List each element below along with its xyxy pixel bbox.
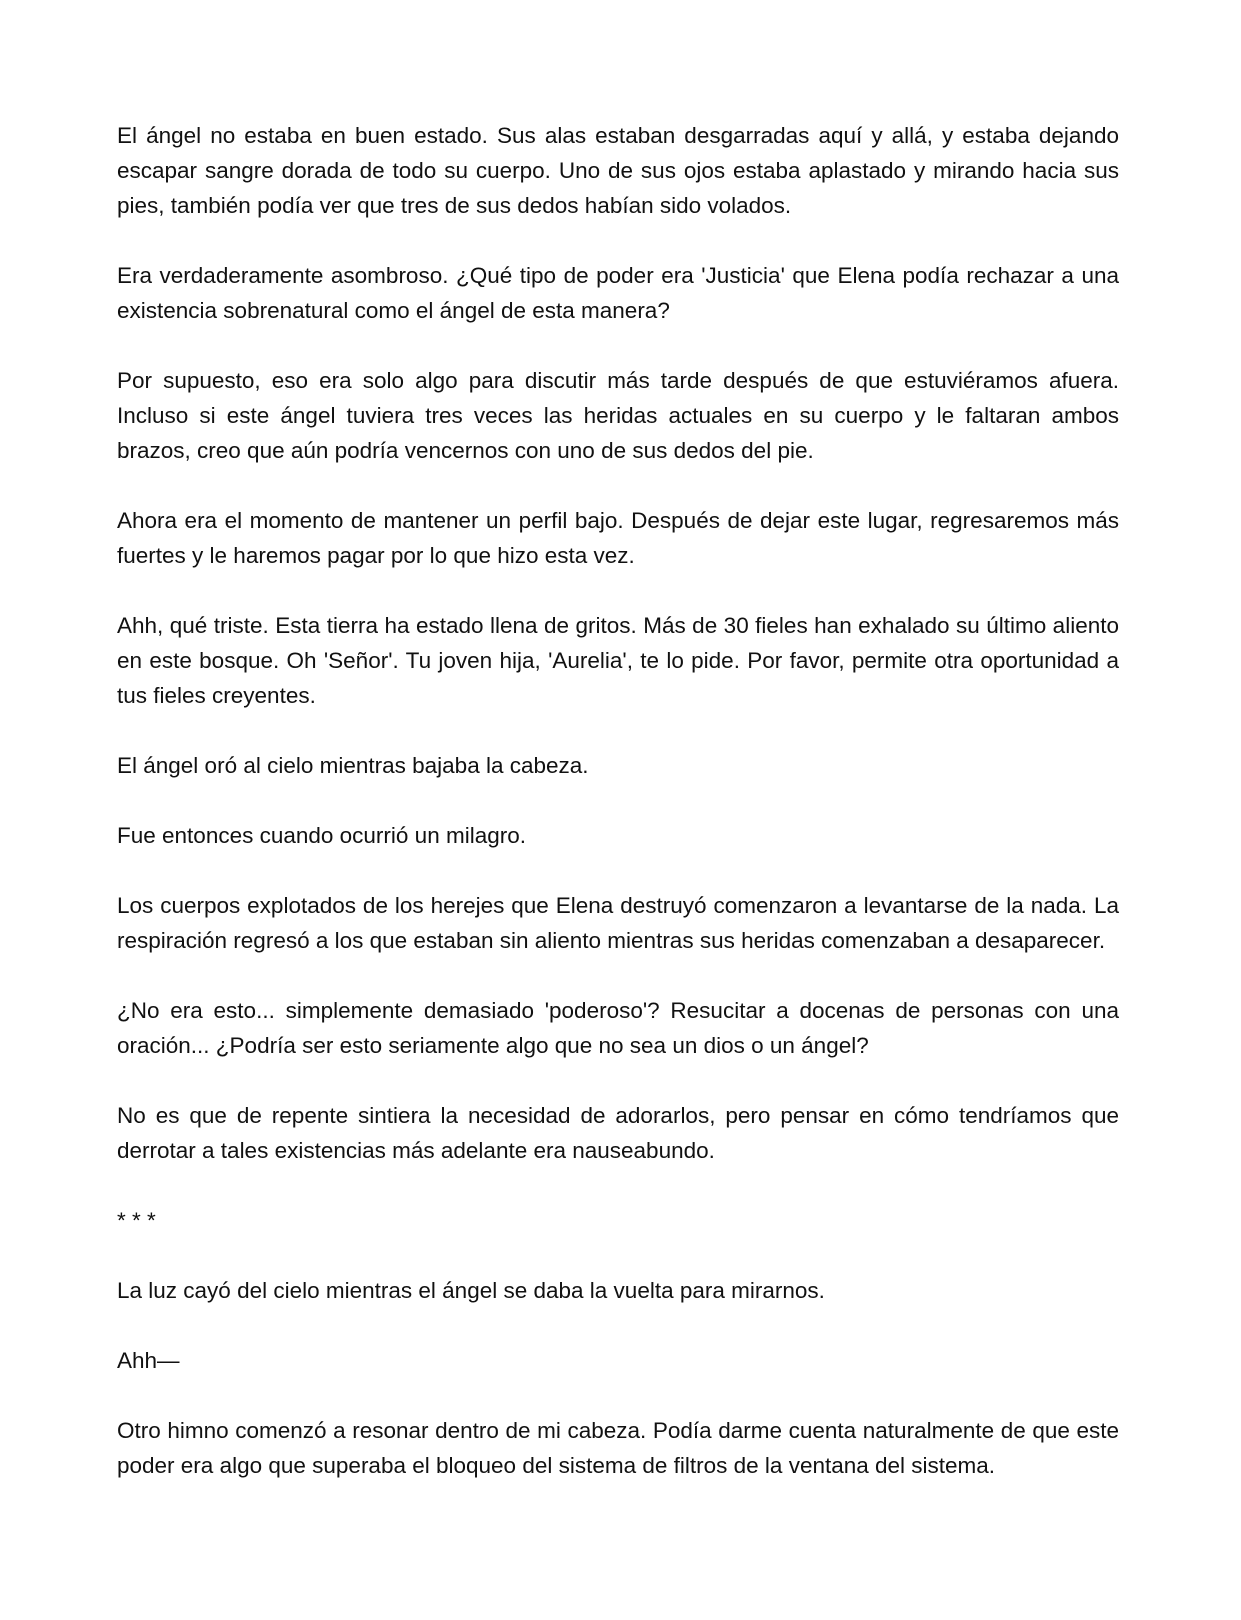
scene-break: * * *	[117, 1208, 156, 1233]
paragraph-9: ¿No era esto... simplemente demasiado 'poderoso'? Resucitar a docenas de personas con una oración... ¿Podría ser esto seriamente algo que no sea un dios o un ángel?	[117, 998, 1119, 1058]
paragraph-2: Era verdaderamente asombroso. ¿Qué tipo de poder era 'Justicia' que Elena podía rechazar a una existencia sobrenatural como el ángel de esta manera?	[117, 263, 1119, 323]
paragraph-12: Ahh—	[117, 1348, 180, 1373]
paragraph-6: El ángel oró al cielo mientras bajaba la cabeza.	[117, 753, 589, 778]
paragraph-13: Otro himno comenzó a resonar dentro de mi cabeza. Podía darme cuenta naturalmente de que este poder era algo que superaba el bloqueo del sistema de filtros de la ventana del sistema.	[117, 1418, 1119, 1478]
paragraph-10: No es que de repente sintiera la necesidad de adorarlos, pero pensar en cómo tendríamos que derrotar a tales existencias más adelante era nauseabundo.	[117, 1103, 1119, 1163]
paragraph-1: El ángel no estaba en buen estado. Sus alas estaban desgarradas aquí y allá, y estaba dejando escapar sangre dorada de todo su cuerpo. Uno de sus ojos estaba aplastado y mirando hacia sus pies, también podía ver que tres de sus dedos habían sido volados.	[117, 123, 1119, 218]
paragraph-11: La luz cayó del cielo mientras el ángel se daba la vuelta para mirarnos.	[117, 1278, 825, 1303]
paragraph-8: Los cuerpos explotados de los herejes que Elena destruyó comenzaron a levantarse de la nada. La respiración regresó a los que estaban sin aliento mientras sus heridas comenzaban a desaparecer.	[117, 893, 1119, 953]
paragraph-5: Ahh, qué triste. Esta tierra ha estado llena de gritos. Más de 30 fieles han exhalado su último aliento en este bosque. Oh 'Señor'. Tu joven hija, 'Aurelia', te lo pide. Por favor, permite otra oportunidad a tus fieles creyentes.	[117, 613, 1119, 708]
document-page	[117, 118, 1119, 1518]
paragraph-4: Ahora era el momento de mantener un perfil bajo. Después de dejar este lugar, regresaremos más fuertes y le haremos pagar por lo que hizo esta vez.	[117, 508, 1119, 568]
paragraph-3: Por supuesto, eso era solo algo para discutir más tarde después de que estuviéramos afuera. Incluso si este ángel tuviera tres veces las heridas actuales en su cuerpo y le faltaran ambos brazos, creo que aún podría vencernos con uno de sus dedos del pie.	[117, 368, 1119, 463]
paragraph-7: Fue entonces cuando ocurrió un milagro.	[117, 823, 526, 848]
